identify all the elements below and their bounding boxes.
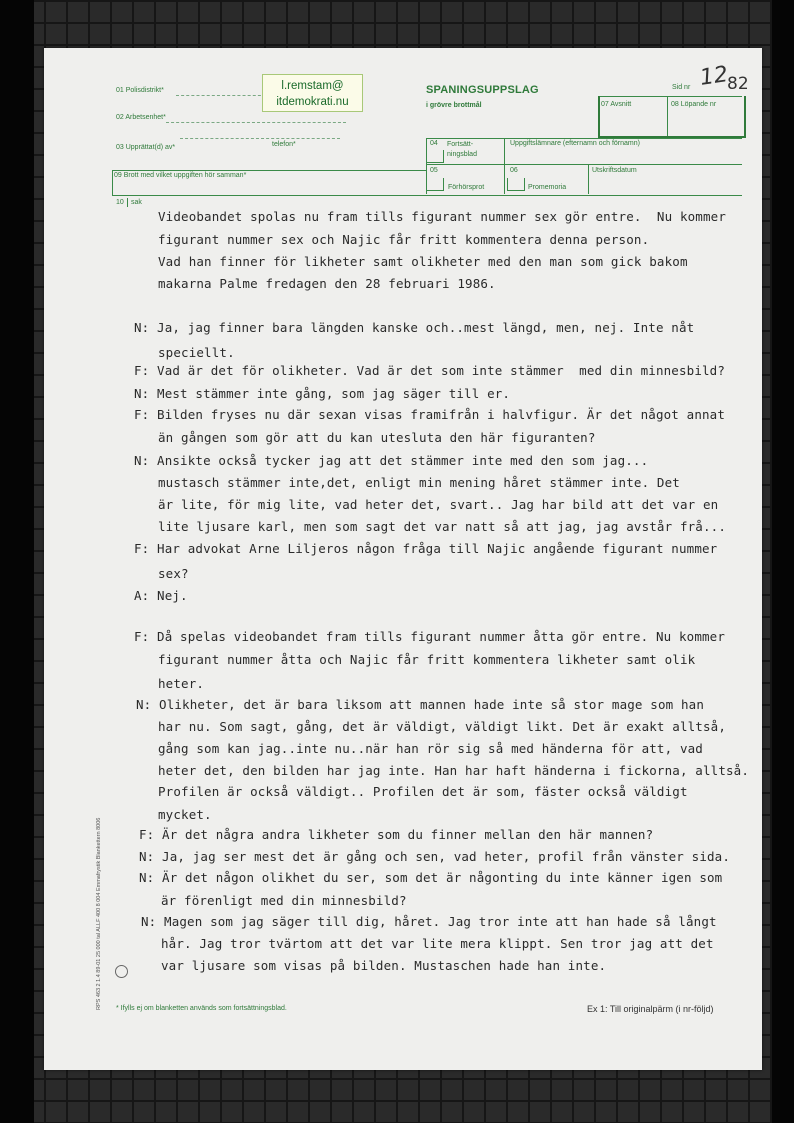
transcript-line: Videobandet spolas nu fram tills figurant nummer sex gör entre. Nu kommer bbox=[158, 209, 726, 224]
form-title: SPANINGSUPPSLAG bbox=[426, 84, 539, 96]
transcript-line: sex? bbox=[158, 566, 189, 581]
header-vline bbox=[588, 164, 589, 194]
field-label-telefon: telefon* bbox=[272, 141, 296, 148]
header-vline bbox=[504, 138, 505, 194]
field-label-uppgiftslamnare: Uppgiftslämnare (efternamn och förnamn) bbox=[510, 140, 640, 147]
background-left-edge bbox=[0, 0, 34, 1123]
sid-nr-label: Sid nr bbox=[672, 84, 691, 91]
transcript-line: mycket. bbox=[158, 807, 212, 822]
field-label-utskriftsdatum: Utskriftsdatum bbox=[592, 167, 637, 174]
forhorsprot-checkbox bbox=[426, 178, 444, 191]
printed-page-number: 82 bbox=[727, 74, 749, 94]
transcript-line: N: Ja, jag finner bara längden kanske och..mest längd, men, nej. Inte nåt bbox=[134, 320, 695, 335]
transcript-line: F: Har advokat Arne Liljeros någon fråga till Najic angående figurant nummer bbox=[134, 541, 718, 556]
transcript-line: lite ljusare karl, men som sagt det var natt så att jag, jag avstår frå... bbox=[158, 519, 726, 534]
transcript-line: N: Magen som jag säger till dig, håret. Jag tror inte att han hade så långt bbox=[141, 914, 717, 929]
header-bottom-rule bbox=[112, 195, 742, 196]
field-10-number: 10 bbox=[116, 199, 124, 206]
transcript-line: F: Är det några andra likheter som du finner mellan den här mannen? bbox=[139, 827, 654, 842]
transcript-line: N: Olikheter, det är bara liksom att mannen hade inte så stor mage som han bbox=[136, 697, 704, 712]
transcript-line: speciellt. bbox=[158, 345, 235, 360]
box-divider bbox=[667, 96, 668, 136]
field-label-upprattat-av: 03 Upprättat(d) av* bbox=[116, 144, 176, 151]
transcript-line: figurant nummer sex och Najic får fritt kommentera denna person. bbox=[158, 232, 650, 247]
background-right-edge bbox=[772, 0, 794, 1123]
promemoria-checkbox bbox=[507, 178, 525, 191]
field-line bbox=[166, 122, 346, 123]
transcript-line: Profilen är också väldigt.. Profilen det är som, fäster också väldigt bbox=[158, 784, 688, 799]
field-05-number: 05 bbox=[430, 167, 438, 174]
transcript-line: Vad han finner för likheter samt olikheter med den man som gick bakom bbox=[158, 254, 688, 269]
field-line bbox=[176, 95, 266, 96]
field-10-divider bbox=[127, 198, 128, 207]
field-label-brott: 09 Brott med vilket uppgiften hör samman* bbox=[114, 172, 247, 179]
transcript-line: är förenligt med din minnesbild? bbox=[161, 893, 407, 908]
header-rule bbox=[426, 138, 742, 139]
field-line bbox=[180, 138, 340, 139]
field-04-label-2: ningsblad bbox=[447, 151, 477, 158]
field-label-arbetsenhet: 02 Arbetsenhet* bbox=[116, 114, 166, 121]
footer-note: * Ifylls ej om blanketten används som fortsättningsblad. bbox=[116, 1005, 287, 1012]
transcript-line: är lite, för mig lite, vad heter det, svart.. Jag har bild att det var en bbox=[158, 497, 719, 512]
field-label-sak: sak bbox=[131, 199, 142, 206]
email-stamp bbox=[262, 74, 363, 112]
handwritten-page-number: 12 bbox=[698, 62, 730, 91]
field-label-lopande-nr: 08 Löpande nr bbox=[671, 101, 717, 108]
transcript-line: F: Då spelas videobandet fram tills figurant nummer åtta gör entre. Nu kommer bbox=[134, 629, 726, 644]
field-label-promemoria: Promemoria bbox=[528, 184, 567, 191]
transcript-line: A: Nej. bbox=[134, 588, 188, 603]
transcript-line: figurant nummer åtta och Najic får fritt kommentera likheter samt olik bbox=[158, 652, 696, 667]
transcript-line: N: Är det någon olikhet du ser, som det är någonting du inte känner igen som bbox=[139, 870, 723, 885]
field-06-number: 06 bbox=[510, 167, 518, 174]
footer-copy-note: Ex 1: Till originalpärm (i nr-följd) bbox=[587, 1004, 714, 1014]
transcript-line: heter. bbox=[158, 676, 205, 691]
transcript-line: N: Mest stämmer inte gång, som jag säger till er. bbox=[134, 386, 511, 401]
stamp-line-2: itdemokrati.nu bbox=[276, 96, 349, 108]
transcript-line: har nu. Som sagt, gång, det är väldigt, väldigt likt. Det är exakt alltså, bbox=[158, 719, 726, 734]
transcript-line: var ljusare som visas på bilden. Mustaschen hade han inte. bbox=[161, 958, 607, 973]
transcript-line: makarna Palme fredagen den 28 februari 1986. bbox=[158, 276, 496, 291]
header-rule bbox=[426, 164, 742, 165]
stamp-line-1: l.remstam@ bbox=[281, 80, 344, 92]
field-04-number: 04 bbox=[430, 140, 438, 147]
transcript-line: heter det, den bilden har jag inte. Han har haft händerna i fickorna, alltså. bbox=[158, 763, 750, 778]
form-code-vertical: RPS 463 2 1.4 89-01 25 000 tal ALLF 400 8 004 Emmafrystik Blankettern 8006 bbox=[96, 817, 102, 1010]
field-label-polisdistrikt: 01 Polisdistrikt* bbox=[116, 87, 164, 94]
transcript-line: F: Bilden fryses nu där sexan visas framifrån i halvfigur. Är det något annat bbox=[134, 407, 726, 422]
header-vline bbox=[112, 170, 113, 196]
transcript-line: än gången som gör att du kan utesluta den här figuranten? bbox=[158, 430, 596, 445]
field-label-forhorsprot: Förhörsprot bbox=[448, 184, 485, 191]
transcript-line: N: Ansikte också tycker jag att det stämmer inte med den som jag... bbox=[134, 453, 649, 468]
field-label-avsnitt: 07 Avsnitt bbox=[601, 101, 632, 108]
transcript-line: N: Ja, jag ser mest det är gång och sen, vad heter, profil från vänster sida. bbox=[139, 849, 731, 864]
transcript-line: gång som kan jag..inte nu..när han rör sig så med händerna för att, vad bbox=[158, 741, 703, 756]
transcript-line: hår. Jag tror tvärtom att det var lite mera klippt. Sen tror jag att det bbox=[161, 936, 714, 951]
header-rule bbox=[112, 170, 426, 171]
margin-circle bbox=[115, 965, 128, 978]
transcript-line: F: Vad är det för olikheter. Vad är det som inte stämmer med din minnesbild? bbox=[134, 363, 726, 378]
fortsattning-checkbox bbox=[426, 150, 444, 163]
form-subtitle: i grövre brottmål bbox=[426, 102, 482, 109]
field-04-label-1: Fortsätt- bbox=[447, 141, 474, 148]
transcript-line: mustasch stämmer inte,det, enligt min mening håret stämmer inte. Det bbox=[158, 475, 680, 490]
